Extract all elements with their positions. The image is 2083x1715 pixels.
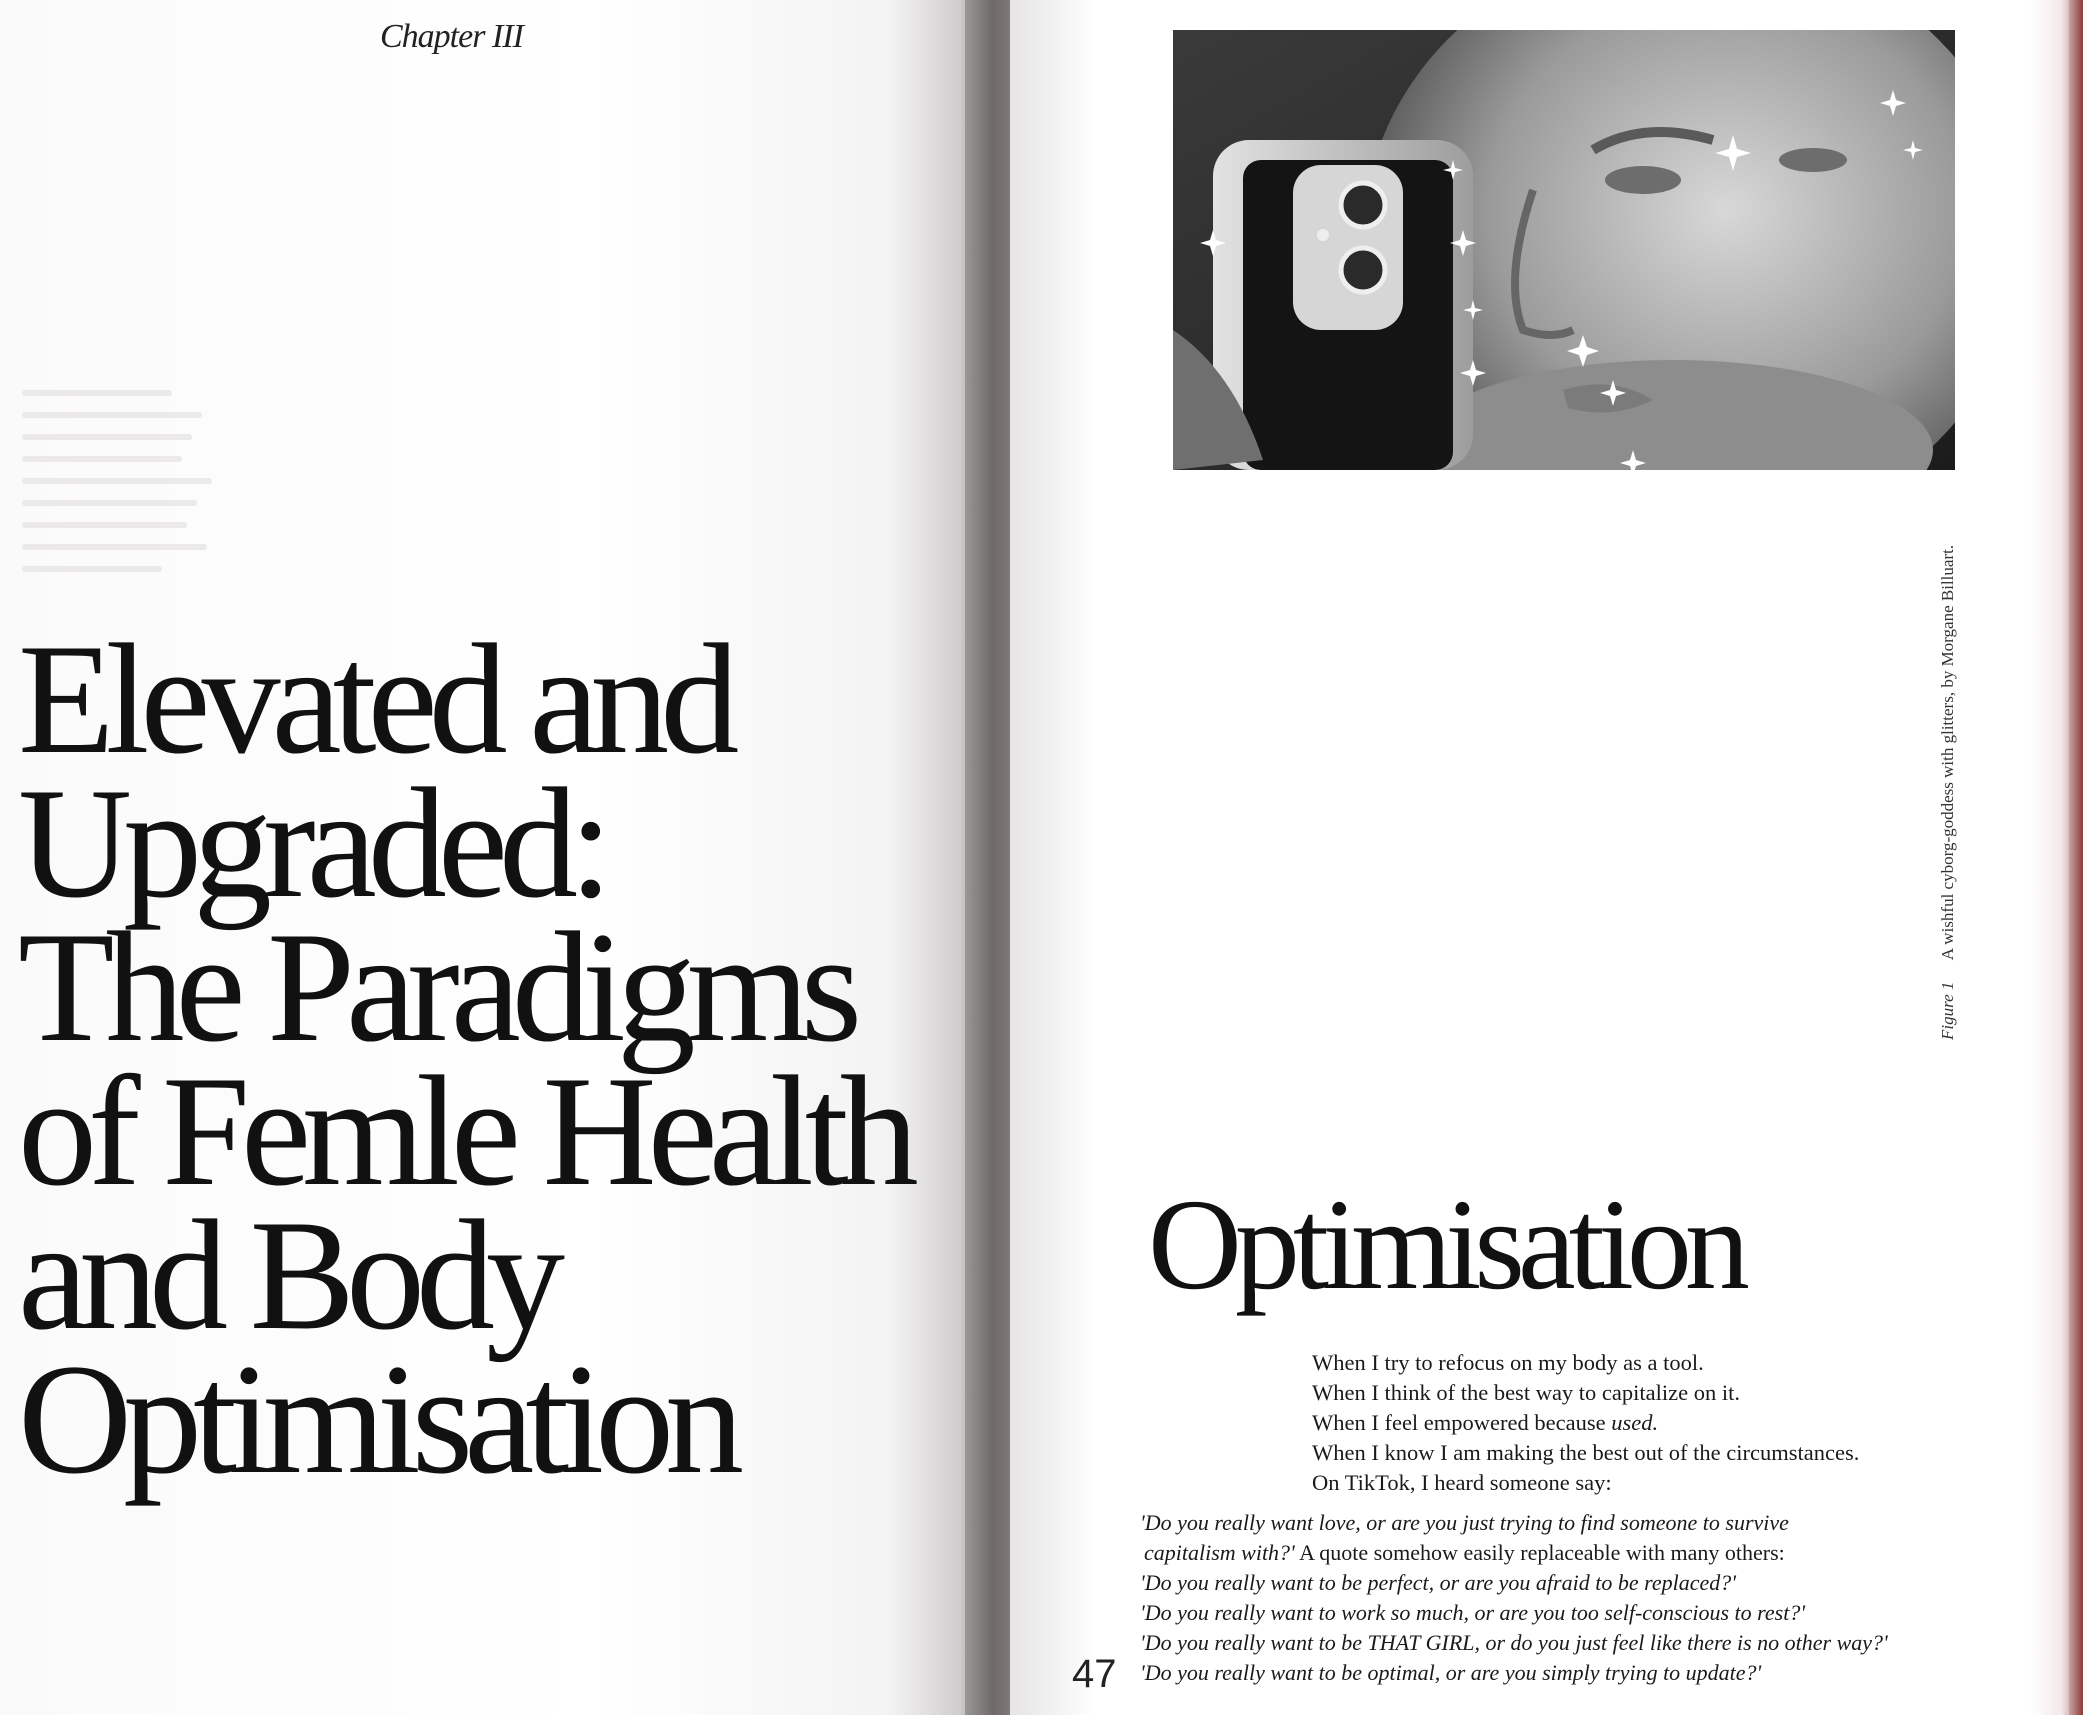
quote-2: 'Do you really want to be perfect, or are you afraid to be replaced?' (1140, 1570, 1736, 1595)
chapter-label: Chapter III (380, 18, 523, 55)
title-line-5: and Body (18, 1188, 557, 1363)
figure-caption (1938, 545, 1958, 1040)
title-line-6: Optimisation (18, 1332, 736, 1507)
title-line-2: Upgraded: (18, 756, 604, 931)
left-page (0, 0, 990, 1715)
quote-4: 'Do you really want to be THAT GIRL, or do you just feel like there is no other way?' (1140, 1630, 1888, 1655)
quote-5: 'Do you really want to be optimal, or are you simply trying to update?' (1140, 1660, 1762, 1685)
title-line-3: The Paradigms (18, 900, 854, 1075)
quote-1-line-2: capitalism with?' A quote somehow easily replaceable with many others: (1144, 1540, 1785, 1565)
body-line-5: On TikTok, I heard someone say: (1312, 1470, 1612, 1495)
body-line-4: When I know I am making the best out of the circumstances. (1312, 1440, 1860, 1465)
chapter-title (18, 612, 990, 1507)
section-heading: Optimisation (1148, 1173, 1743, 1317)
page-edge (2069, 0, 2083, 1715)
title-line-4: of Femle Health (18, 1044, 910, 1219)
body-line-2: When I think of the best way to capitalize on it. (1312, 1380, 1740, 1405)
figure-label: Figure 1 (1938, 981, 1957, 1040)
cyborg-goddess-image (1173, 30, 1955, 470)
quote-1-line-1: 'Do you really want love, or are you just trying to find someone to survive (1140, 1510, 1789, 1535)
figure-caption-text: A wishful cyborg-goddess with glitters, by Morgane Billuart. (1938, 544, 1957, 961)
quote-block (1140, 1508, 1970, 1688)
emphasis-word: used. (1611, 1410, 1659, 1435)
body-line-3: When I feel empowered because used. (1312, 1410, 1659, 1435)
quote-3: 'Do you really want to work so much, or are you too self-conscious to rest?' (1140, 1600, 1806, 1625)
body-line-1: When I try to refocus on my body as a tool. (1312, 1350, 1704, 1375)
title-line-1: Elevated and (18, 612, 731, 787)
body-text (1312, 1348, 2012, 1498)
page-number: 47 (1072, 1652, 1117, 1696)
show-through-text (22, 390, 232, 588)
figure-image (1173, 30, 1955, 470)
